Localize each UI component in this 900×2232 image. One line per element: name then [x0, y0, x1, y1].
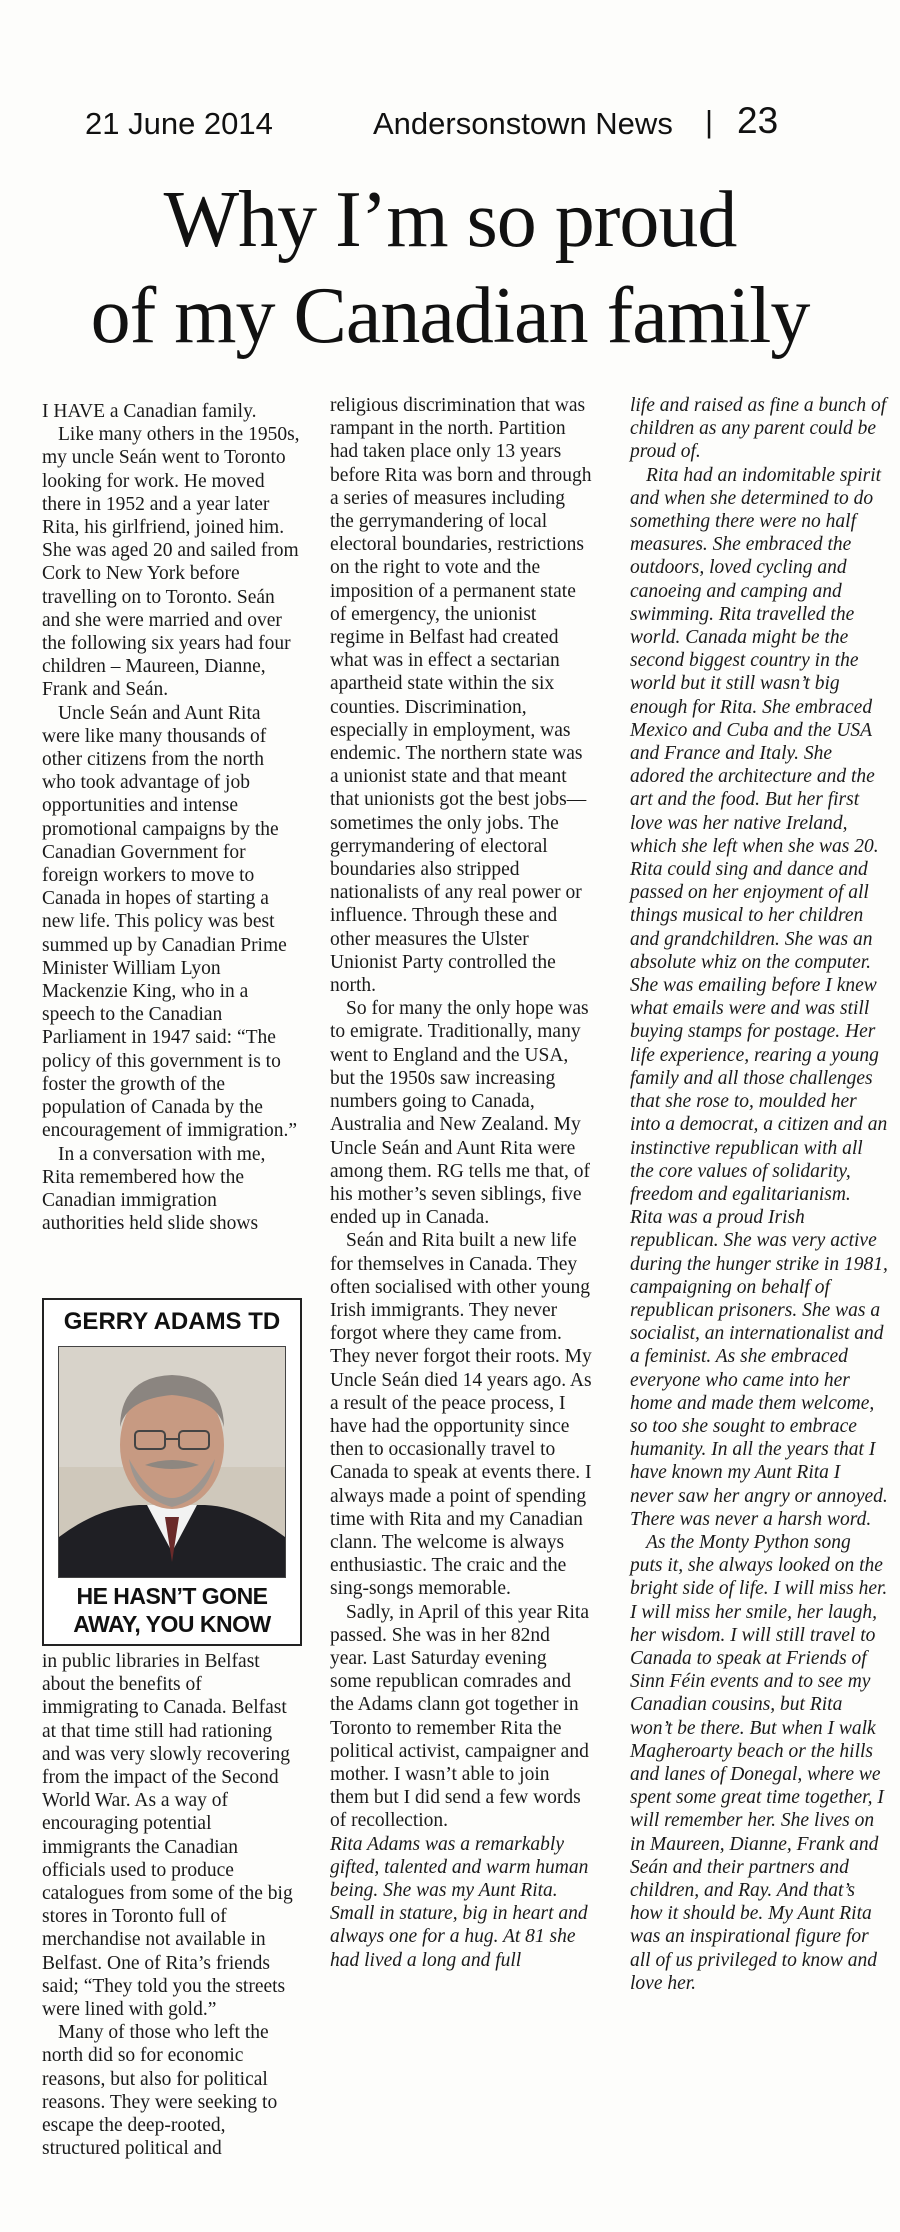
columnist-name: GERRY ADAMS TD: [63, 1308, 281, 1335]
article-column-1: [42, 400, 300, 1235]
column-tagline: [44, 1582, 300, 1638]
issue-date: 21 June 2014: [85, 106, 273, 141]
article-column-1-continued: [42, 1650, 300, 2160]
tribute-paragraph: Rita Adams was a remarkably gifted, talented and warm human being. She was my Aunt Rita. Small in stature, big in heart and always one for a hug. At 81 she had lived a long and full: [330, 1833, 589, 1971]
paragraph: Uncle Seán and Aunt Rita were like many thousands of other citizens from the north who took advantage of job opportunities and intense promotional campaigns by the Canadian Government for foreign workers to move to Canada in hopes of starting a new life. This policy was best summed up by Canadian Prime Minister William Lyon Mackenzie King, who in a speech to the Canadian Parliament in 1947 said: “The policy of this government is to foster the growth of the population of Canada by the encouragement of immigration.”: [42, 702, 298, 1142]
paragraph: in public libraries in Belfast about the benefits of immigrating to Canada. Belfast at that time still had rationing and was very slowly recovering from the impact of the Second World War. As a way of encouraging potential immigrants the Canadian officials used to produce catalogues from some of the big stores in Toronto full of merchandise not available in Belfast. One of Rita’s friends said; “They told you the streets were lined with gold.”: [42, 1651, 293, 2021]
headline-line-2: of my Canadian family: [90, 272, 810, 360]
masthead-separator: |: [705, 104, 714, 139]
columnist-photo: [58, 1346, 286, 1578]
headline: [40, 172, 860, 364]
headline-line-1: Why I’m so proud: [163, 176, 737, 264]
paragraph: Seán and Rita built a new life for themselves in Canada. They often socialised with other young Irish immigrants. They never forgot where they came from. They never forgot their roots. My Uncle Seán died 14 years ago. As a result of the peace process, I have had the opportunity since then to occasionally travel to Canada to speak at events there. I always made a point of spending time with Rita and my Canadian clann. The welcome is always enthusiastic. The craic and the sing-songs memorable.: [330, 1230, 592, 1600]
paragraph: So for many the only hope was to emigrate. Traditionally, many went to England and the USA, but the 1950s saw increasing numbers going to Canada, Australia and New Zealand. My Uncle Seán and Aunt Rita were among them. RG tells me that, of his mother’s seven siblings, five ended up in Canada.: [330, 998, 590, 1229]
portrait-image: [59, 1347, 285, 1577]
article-column-3: [630, 394, 888, 1995]
paper-name: Andersonstown News: [373, 106, 673, 141]
paragraph: I HAVE a Canadian family.: [42, 401, 257, 422]
article-column-2: [330, 394, 592, 1972]
paragraph: religious discrimination that was rampant in the north. Partition had taken place only 13 years before Rita was born and through a series of measures including the gerrymandering of local electoral boundaries, restrictions on the right to vote and the imposition of a permanent state of emergency, the unionist regime in Belfast had created what was in effect a sectarian apartheid state within the six counties. Discrimination, especially in employment, was endemic. The northern state was a unionist state and that meant that unionists got the best jobs—sometimes the only jobs. The gerrymandering of electoral boundaries also stripped nationalists of any real power or influence. Through these and other measures the Ulster Unionist Party controlled the north.: [330, 395, 592, 997]
tagline-line-2: AWAY, YOU KNOW: [73, 1611, 271, 1637]
tagline-line-1: HE HASN’T GONE: [76, 1583, 268, 1609]
columnist-box: [42, 1298, 302, 1646]
paragraph: Like many others in the 1950s, my uncle Seán went to Toronto looking for work. He moved there in 1952 and a year later Rita, his girlfriend, joined him. She was aged 20 and sailed from Cork to New York before travelling on to Toronto. Seán and she were married and over the following six years had four children – Maureen, Dianne, Frank and Seán.: [42, 424, 300, 701]
paragraph: As the Monty Python song puts it, she always looked on the bright side of life. I will miss her. I will miss her smile, her laugh, her wisdom. I will still travel to Canada to speak at Friends of Sinn Féin events and to see my Canadian cousins, but Rita won’t be there. But when I walk Magheroarty beach or the hills and lanes of Donegal, where we spent some great time together, I will remember her. She lives on in Maureen, Dianne, Frank and Seán and their partners and children, and Ray. And that’s how it should be. My Aunt Rita was an inspirational figure for all of us privileged to know and love her.: [630, 1531, 888, 1994]
paragraph: Many of those who left the north did so for economic reasons, but also for political reasons. They were seeking to escape the deep-rooted, structured political and: [42, 2022, 278, 2160]
page-number: 23: [737, 100, 779, 141]
paragraph: Sadly, in April of this year Rita passed. She was in her 82nd year. Last Saturday evening some republican comrades and the Adams clann got together in Toronto to remember Rita the political activist, campaigner and mother. I wasn’t able to join them but I did send a few words of recollection.: [330, 1601, 589, 1832]
paragraph: In a conversation with me, Rita remembered how the Canadian immigration authorities held slide shows: [42, 1143, 266, 1235]
masthead: [85, 100, 785, 146]
paragraph: Rita had an indomitable spirit and when she determined to do something there were no half measures. She embraced the outdoors, loved cycling and canoeing and camping and swimming. Rita travelled the world. Canada might be the second biggest country in the world but it still wasn’t big enough for Rita. She embraced Mexico and Cuba and the USA and France and Italy. She adored the architecture and the art and the food. But her first love was her native Ireland, which she left when she was 20. Rita could sing and dance and passed on her enjoyment of all things musical to her children and grandchildren. She was an absolute whiz on the computer. She was emailing before I knew what emails were and was still buying stamps for postage. Her life experience, rearing a young family and all those challenges that she rose to, moulded her into a democrat, a citizen and an instinctive republican with all the core values of solidarity, freedom and egalitarianism. Rita was a proud Irish republican. She was very active during the hunger strike in 1981, campaigning on behalf of republican prisoners. She was a socialist, an internationalist and a feminist. As she embraced everyone who came into her home and made them welcome, so too she sought to embrace humanity. In all the years that I have known my Aunt Rita I never saw her angry or annoyed. There was never a harsh word.: [630, 464, 888, 1530]
paragraph: life and raised as fine a bunch of children as any parent could be proud of.: [630, 395, 887, 463]
